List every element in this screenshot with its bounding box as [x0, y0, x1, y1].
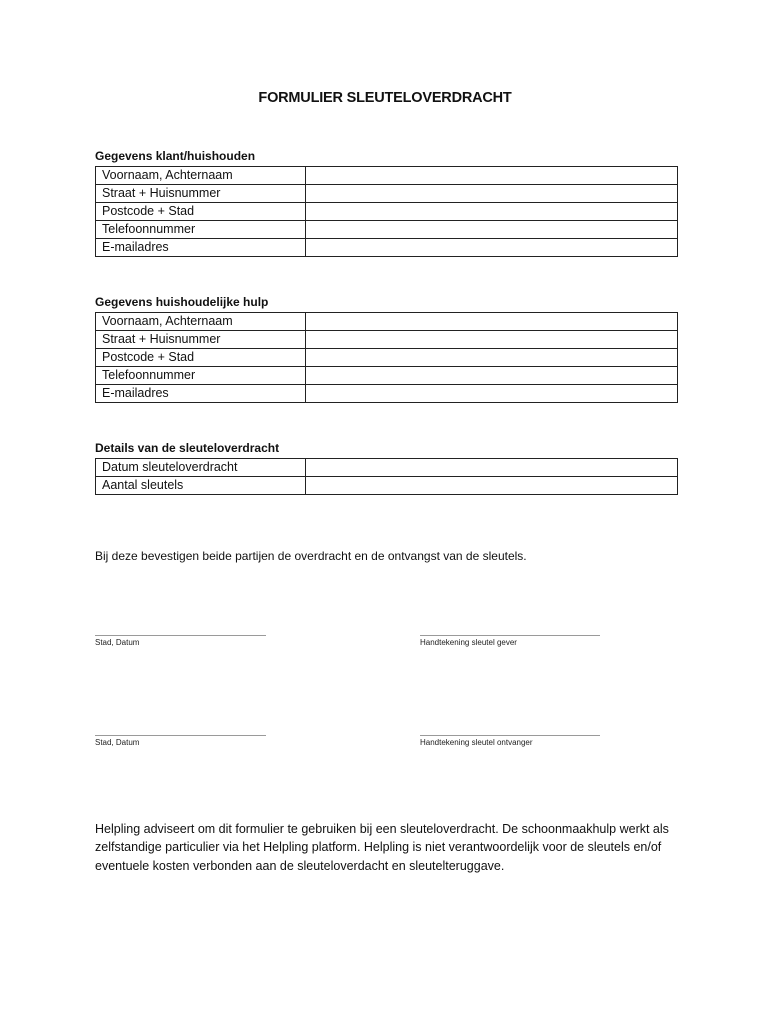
table-row: [96, 385, 678, 403]
table-row: [96, 239, 678, 257]
handover-date-label: Datum sleuteloverdracht: [96, 459, 306, 477]
client-details-table: [95, 166, 678, 257]
table-row: [96, 459, 678, 477]
table-row: [96, 203, 678, 221]
client-street-label: Straat + Huisnummer: [96, 185, 306, 203]
client-email-label: E-mailadres: [96, 239, 306, 257]
helper-street-field[interactable]: [306, 331, 678, 349]
giver-signature-line[interactable]: [420, 635, 600, 636]
helper-postcode-field[interactable]: [306, 349, 678, 367]
helper-phone-label: Telefoonnummer: [96, 367, 306, 385]
helper-details-table: [95, 312, 678, 403]
place-date-line-1[interactable]: [95, 635, 266, 636]
helper-street-label: Straat + Huisnummer: [96, 331, 306, 349]
helper-email-field[interactable]: [306, 385, 678, 403]
client-section-heading: Gegevens klant/huishouden: [95, 149, 256, 163]
helper-name-label: Voornaam, Achternaam: [96, 313, 306, 331]
receiver-signature-caption: Handtekening sleutel ontvanger: [420, 738, 533, 747]
table-row: [96, 313, 678, 331]
helper-email-label: E-mailadres: [96, 385, 306, 403]
table-row: [96, 477, 678, 495]
giver-signature-caption: Handtekening sleutel gever: [420, 638, 517, 647]
table-row: [96, 349, 678, 367]
client-name-field[interactable]: [306, 167, 678, 185]
table-row: [96, 185, 678, 203]
key-count-label: Aantal sleutels: [96, 477, 306, 495]
client-street-field[interactable]: [306, 185, 678, 203]
client-phone-field[interactable]: [306, 221, 678, 239]
client-email-field[interactable]: [306, 239, 678, 257]
handover-details-table: [95, 458, 678, 495]
helper-phone-field[interactable]: [306, 367, 678, 385]
client-postcode-label: Postcode + Stad: [96, 203, 306, 221]
client-postcode-field[interactable]: [306, 203, 678, 221]
receiver-signature-line[interactable]: [420, 735, 600, 736]
table-row: [96, 167, 678, 185]
place-date-caption-2: Stad, Datum: [95, 738, 140, 747]
details-section-heading: Details van de sleuteloverdracht: [95, 441, 280, 455]
client-name-label: Voornaam, Achternaam: [96, 167, 306, 185]
client-phone-label: Telefoonnummer: [96, 221, 306, 239]
helper-postcode-label: Postcode + Stad: [96, 349, 306, 367]
confirmation-statement: Bij deze bevestigen beide partijen de overdracht en de ontvangst van de sleutels.: [95, 549, 527, 563]
table-row: [96, 221, 678, 239]
helpling-disclaimer: Helpling adviseert om dit formulier te gebruiken bij een sleuteloverdracht. De schoonmaakhulp werkt als zelfstandige particulier via het Helpling platform. Helpling is niet verantwoordelijk voor de sleutels en/of eventuele kosten verbonden aan de sleuteloverdacht en sleutelteruggave.: [95, 822, 669, 873]
helper-name-field[interactable]: [306, 313, 678, 331]
place-date-line-2[interactable]: [95, 735, 266, 736]
place-date-caption-1: Stad, Datum: [95, 638, 140, 647]
table-row: [96, 367, 678, 385]
key-count-field[interactable]: [306, 477, 678, 495]
handover-date-field[interactable]: [306, 459, 678, 477]
helper-section-heading: Gegevens huishoudelijke hulp: [95, 295, 269, 309]
table-row: [96, 331, 678, 349]
form-title: FORMULIER SLEUTELOVERDRACHT: [258, 90, 512, 106]
